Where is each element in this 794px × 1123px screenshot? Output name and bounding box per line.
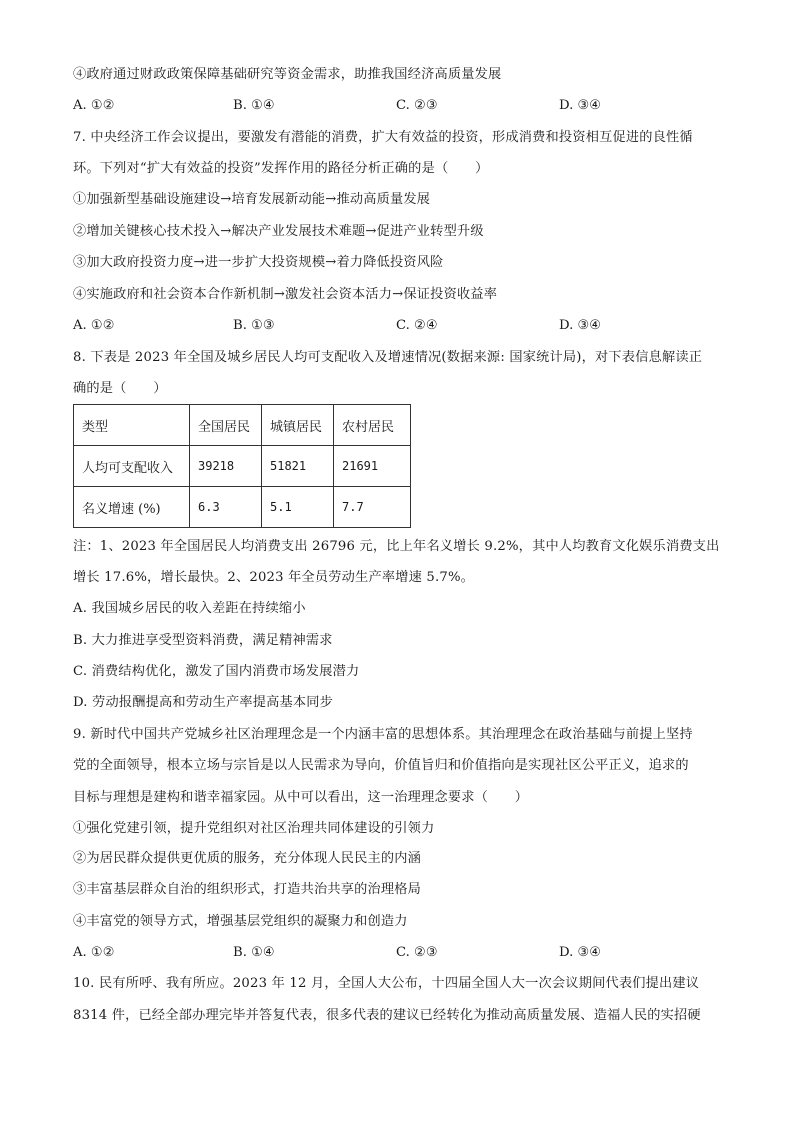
q7-option-c[interactable]: C. ②④ — [396, 318, 438, 333]
table-cell: 人均可支配收入 — [74, 446, 190, 487]
table-cell: 5.1 — [262, 487, 334, 528]
table-header-cell: 城镇居民 — [262, 405, 334, 446]
table-cell: 6.3 — [190, 487, 262, 528]
q9-stem-line-3: 目标与理想是建构和谐幸福家园。从中可以看出，这一治理理念要求（ ） — [73, 790, 529, 805]
q9-stem-line-2: 党的全面领导，根本立场与宗旨是以人民需求为导向，价值旨归和价值指向是实现社区公平正义，追求的 — [73, 758, 689, 773]
q8-option-d[interactable]: D. 劳动报酬提高和劳动生产率提高基本同步 — [73, 695, 334, 710]
q8-stem-line-2: 确的是（ ） — [73, 381, 167, 396]
q8-note-line-2: 增长 17.6%，增长最快。2、2023 年全员劳动生产率增速 5.7%。 — [73, 570, 475, 585]
q7-option-a[interactable]: A. ①② — [73, 318, 115, 333]
q6-option-d[interactable]: D. ③④ — [559, 98, 602, 113]
q7-stem-line-1: 7. 中央经济工作会议提出，要激发有潜能的消费，扩大有效益的投资，形成消费和投资相互促进的良性循 — [73, 130, 693, 145]
q7-option-b[interactable]: B. ①③ — [233, 318, 275, 333]
q7-stem-line-2: 环。下列对“扩大有效益的投资”发挥作用的路径分析正确的是（ ） — [73, 161, 489, 176]
table-row — [74, 446, 411, 487]
q7-item-4: ④实施政府和社会资本合作新机制→激发社会资本活力→保证投资收益率 — [73, 287, 498, 302]
q9-item-3: ③丰富基层群众自治的组织形式，打造共治共享的治理格局 — [73, 882, 422, 897]
table-cell: 名义增速 (%) — [74, 487, 190, 528]
q7-item-2: ②增加关键核心技术投入→解决产业发展技术难题→促进产业转型升级 — [73, 224, 484, 239]
table-header-cell: 农村居民 — [334, 405, 411, 446]
q9-option-a[interactable]: A. ①② — [73, 945, 115, 960]
table-header-row — [74, 405, 411, 446]
income-table — [73, 404, 411, 528]
q9-item-1: ①强化党建引领，提升党组织对社区治理共同体建设的引领力 — [73, 821, 435, 836]
q6-options — [73, 96, 723, 116]
q6-option-b[interactable]: B. ①④ — [233, 98, 275, 113]
q7-item-3: ③加大政府投资力度→进一步扩大投资规模→着力降低投资风险 — [73, 255, 444, 270]
q9-option-d[interactable]: D. ③④ — [559, 945, 602, 960]
table-cell: 7.7 — [334, 487, 411, 528]
q9-item-2: ②为居民群众提供更优质的服务，充分体现人民民主的内涵 — [73, 851, 422, 866]
q8-option-c[interactable]: C. 消费结构优化，激发了国内消费市场发展潜力 — [73, 664, 360, 679]
q6-option-c[interactable]: C. ②③ — [396, 98, 438, 113]
table-cell: 39218 — [190, 446, 262, 487]
q9-options — [73, 943, 723, 963]
q7-item-1: ①加强新型基础设施建设→培育发展新动能→推动高质量发展 — [73, 192, 431, 207]
q8-option-b[interactable]: B. 大力推进享受型资料消费，满足精神需求 — [73, 633, 333, 648]
q7-options — [73, 316, 723, 336]
q10-stem-line-2: 8314 件，已经全部办理完毕并答复代表，很多代表的建议已经转化为推动高质量发展、造福人民的实招硬 — [73, 1008, 701, 1023]
q9-option-b[interactable]: B. ①④ — [233, 945, 275, 960]
q9-stem-line-1: 9. 新时代中国共产党城乡社区治理理念是一个内涵丰富的思想体系。其治理理念在政治基础与前提上坚持 — [73, 727, 693, 742]
table-row — [74, 487, 411, 528]
q6-item-4: ④政府通过财政政策保障基础研究等资金需求，助推我国经济高质量发展 — [73, 67, 502, 82]
q6-option-a[interactable]: A. ①② — [73, 98, 115, 113]
table-header-cell: 类型 — [74, 405, 190, 446]
q8-note-line-1: 注：1、2023 年全国居民人均消费支出 26796 元，比上年名义增长 9.2%，其中人均教育文化娱乐消费支出 — [73, 539, 720, 554]
q8-stem-line-1: 8. 下表是 2023 年全国及城乡居民人均可支配收入及增速情况(数据来源: 国家统计局)，对下表信息解读正 — [73, 350, 703, 365]
q7-option-d[interactable]: D. ③④ — [559, 318, 602, 333]
table-cell: 21691 — [334, 446, 411, 487]
q9-item-4: ④丰富党的领导方式，增强基层党组织的凝聚力和创造力 — [73, 914, 408, 929]
q10-stem-line-1: 10. 民有所呼、我有所应。2023 年 12 月，全国人大公布，十四届全国人大一次会议期间代表们提出建议 — [73, 976, 700, 991]
table-cell: 51821 — [262, 446, 334, 487]
q8-option-a[interactable]: A. 我国城乡居民的收入差距在持续缩小 — [73, 601, 306, 616]
q9-option-c[interactable]: C. ②③ — [396, 945, 438, 960]
table-header-cell: 全国居民 — [190, 405, 262, 446]
